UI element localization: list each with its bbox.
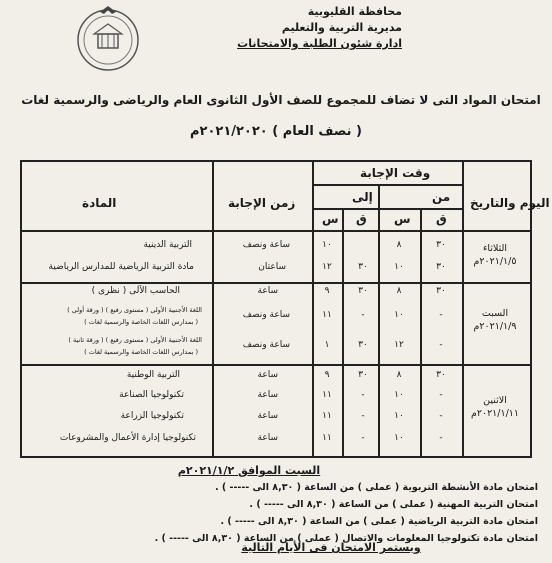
header-to-s: س [322,212,339,226]
exam-schedule-table: اليوم والتاريخ وقت الإجابة من إلى ق س ق س زمن الإجابة المادة الثلاثاء ٢٠٢١/١/٥م السبت ٢٠٢١/١/٩م الاثنين ٢٠٢١/١/١١م التربية الدينية ساعة ونصف ٣٠ ٨ ١٠ مادة التربية الرياضية للمدارس الرياضية ساعتان ٣٠ ١٠ ٣٠ ١٢ الحاسب الآلى ( نظرى ) ساعة ٣٠ ٨ ٣٠ ٩ اللغة الأجنبية الأولى ( مستوى رفيع ) ( ورقة أولى ) ( بمدارس اللغات الخاصة والرسمية لغات ) ساعة ونصف - ١٠ - ١١ اللغة الأجنبية الأولى ( مستوى رفيع ) ( ورقة ثانية ) ( بمدارس اللغات الخاصة والرسمية لغات ) ساعة ونصف - ١٢ ٣٠ ١ التربية الوطنية ساعة ٣٠ ٨ ٣٠ ٩ تكنولوجيا الصناعة ساعة - ١٠ - ١١ تكنولوجيا الزراعة ساعة - ١٠ - ١١ تكنولوجيا إدارة الأعمال والمشروعات ساعة - ١٠ - ١١ [20,160,532,458]
header-to-q: ق [356,212,367,226]
governorate-line: محافظة القليوبية [307,5,402,18]
day-monday: الاثنين ٢٠٢١/١/١١م [470,395,519,419]
document-title: امتحان المواد التى لا تضاف للمجموع للصف الأول الثانوى العام والرياضى والرسمية لغات [21,93,541,107]
header-from-q: ق [436,212,447,226]
saturday-date: السبت الموافق ٢٠٢١/١/٢م [177,464,321,477]
header-answer-time: وقت الإجابة [360,166,431,180]
note-item: امتحان مادة الأنشطة التربوية ( عملى ) من الساعة ( ٨,٣٠ الى ----- ) . [214,482,538,493]
note-item: امتحان مادة تكنولوجيا المعلومات والاتصال ( عملى ) من الساعة ( ٨,٣٠ الى ----- ) . [154,533,538,544]
footer-note: ويستمر الامتحان فى الأيام التالية [241,541,421,554]
department-line: ادارة شئون الطلبة والامتحانات [237,37,402,50]
header-day-date: اليوم والتاريخ [470,196,550,210]
header-from: من [432,190,451,204]
issuing-authority [237,4,402,52]
practical-exams-notes [40,462,538,547]
header-from-s: س [394,212,411,226]
header-duration: زمن الإجابة [228,196,296,210]
day-saturday: السبت ٢٠٢١/١/٩م [473,308,517,332]
day-tuesday: الثلاثاء ٢٠٢١/١/٥م [473,243,517,267]
header-subject: المادة [82,196,117,210]
document-subtitle: ( نصف العام ) ٢٠٢١/٢٠٢٠م [189,124,362,139]
note-item: امتحان مادة التربية الرياضية ( عملى ) من الساعة ( ٨,٣٠ الى ----- ) . [220,516,538,527]
note-item: امتحان التربية المهنية ( عملى ) من الساعة ( ٨,٣٠ الى ----- ) . [249,499,538,510]
official-seal-logo [70,4,146,74]
header-to: إلى [352,190,373,204]
directorate-line: مديرية التربية والتعليم [281,21,402,34]
